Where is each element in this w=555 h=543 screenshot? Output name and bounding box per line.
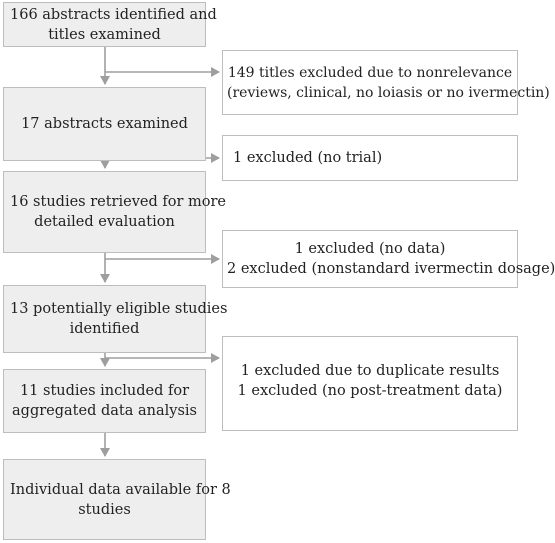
step-identified-line-1: 166 abstracts identified and (10, 6, 217, 23)
step-identified-line-2: titles examined (48, 26, 161, 43)
exclusion-nonrelevance (222, 50, 550, 115)
exclusion-no-trial-line-1: 1 excluded (no trial) (233, 150, 383, 166)
step-identified (3, 2, 217, 47)
exclusion-nonrelevance-line-2: (reviews, clinical, no loiasis or no ivermectin) (227, 84, 550, 101)
exclusion-no-data-dosage-line-1: 1 excluded (no data) (294, 241, 446, 257)
step-potentially-eligible-line-2: identified (69, 321, 140, 337)
step-potentially-eligible (3, 285, 228, 353)
exclusion-no-data-dosage-line-2: 2 excluded (nonstandard ivermectin dosage) (227, 261, 555, 277)
step-individual-data-line-2: studies (78, 501, 131, 518)
step-retrieved-line-2: detailed evaluation (34, 214, 175, 230)
step-retrieved-line-1: 16 studies retrieved for more (10, 194, 226, 210)
step-included-line-2: aggregated data analysis (12, 403, 197, 419)
step-potentially-eligible-line-1: 13 potentially eligible studies (10, 301, 228, 317)
exclusion-nonrelevance-line-1: 149 titles excluded due to nonrelevance (227, 64, 513, 81)
exclusion-duplicate-posttreatment-line-1: 1 excluded due to duplicate results (240, 363, 500, 379)
step-abstracts-examined (3, 87, 206, 161)
exclusion-no-trial (222, 135, 518, 181)
exclusion-duplicate-posttreatment (222, 336, 518, 431)
step-individual-data (3, 459, 231, 540)
step-retrieved (3, 171, 226, 253)
step-abstracts-examined-line-1: 17 abstracts examined (21, 116, 188, 132)
exclusion-no-data-dosage (222, 230, 555, 288)
step-included (3, 369, 206, 433)
exclusion-duplicate-posttreatment-line-2: 1 excluded (no post-treatment data) (237, 383, 503, 399)
step-individual-data-line-1: Individual data available for 8 (10, 481, 231, 498)
step-included-line-1: 11 studies included for (19, 383, 190, 399)
